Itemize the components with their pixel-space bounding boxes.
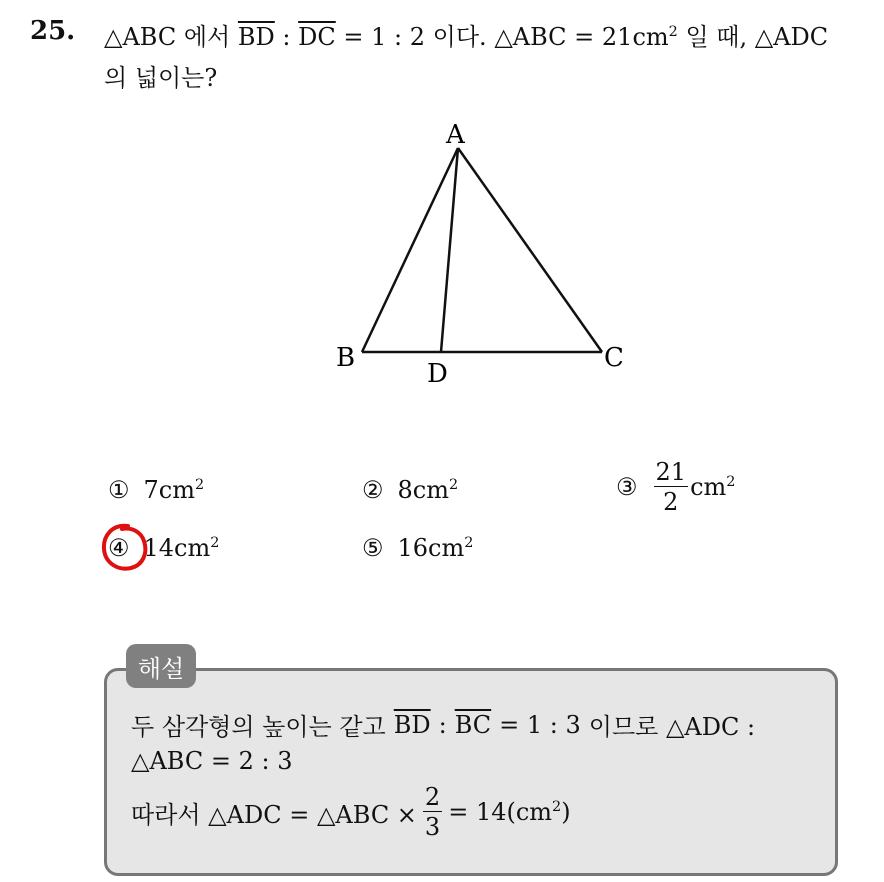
colon: : bbox=[438, 710, 447, 739]
segment-dc: $\overline{DC}$ bbox=[298, 23, 336, 51]
answer-selection-circle bbox=[98, 520, 154, 576]
ratio: = 1 : 2 bbox=[343, 23, 426, 51]
option-value: $16cm^2$ bbox=[397, 534, 474, 562]
solution-text: 따라서 △ADC = △ABC × bbox=[131, 800, 417, 829]
option-marker: ⑤ bbox=[362, 534, 384, 562]
label-b: B bbox=[336, 343, 356, 373]
option-value: $14cm^2$ bbox=[143, 534, 220, 562]
text-ida: 이다. bbox=[432, 23, 487, 51]
solution-text: 이므로 △ADC : bbox=[588, 713, 756, 741]
option-5[interactable] bbox=[362, 534, 473, 562]
solution-text: 두 삼각형의 높이는 같고 bbox=[131, 713, 386, 741]
solution-line-2: △ABC = 2 : 3 bbox=[131, 747, 293, 775]
side-ac bbox=[458, 148, 602, 352]
label-d: D bbox=[427, 359, 448, 389]
option-marker: ④ bbox=[108, 534, 130, 562]
segment-bd: $\overline{BD}$ bbox=[237, 23, 275, 51]
option-value: $7cm^2$ bbox=[143, 476, 205, 504]
segment-bd: $\overline{BD}$ bbox=[393, 710, 431, 739]
option-2[interactable] bbox=[362, 476, 458, 504]
question-line-1 bbox=[104, 17, 828, 52]
text-eseo: 에서 bbox=[183, 23, 231, 51]
solution-box bbox=[104, 668, 838, 876]
option-3[interactable] bbox=[616, 460, 735, 514]
triangle-figure bbox=[320, 110, 640, 400]
solution-result: = $14(cm^2)$ bbox=[448, 798, 571, 826]
option-fraction: $\frac{21}{2}$ bbox=[655, 458, 687, 516]
question-number: 25. bbox=[30, 16, 76, 46]
segment-bc: $\overline{BC}$ bbox=[454, 710, 492, 739]
given-area: △ABC = $21cm^2$ bbox=[494, 23, 678, 51]
option-marker: ② bbox=[362, 476, 384, 504]
question-line-2: 의 넓이는? bbox=[104, 64, 218, 92]
solution-line-1 bbox=[131, 707, 755, 742]
label-a: A bbox=[446, 120, 465, 150]
option-marker: ① bbox=[108, 476, 130, 504]
triangle-abc: △ABC bbox=[104, 23, 177, 51]
solution-line-3 bbox=[131, 785, 571, 839]
option-unit: $cm^2$ bbox=[690, 473, 736, 501]
solution-fraction: $\frac{2}{3}$ bbox=[424, 783, 441, 841]
triangle-adc: △ADC bbox=[754, 23, 829, 51]
label-c: C bbox=[604, 343, 624, 373]
solution-tag: 해설 bbox=[126, 644, 196, 688]
option-marker: ③ bbox=[616, 473, 638, 501]
option-1[interactable] bbox=[108, 476, 204, 504]
text-il-ttae: 일 때, bbox=[685, 23, 748, 51]
colon: : bbox=[282, 23, 291, 51]
ratio: = 1 : 3 bbox=[499, 710, 581, 739]
option-value: $8cm^2$ bbox=[397, 476, 459, 504]
